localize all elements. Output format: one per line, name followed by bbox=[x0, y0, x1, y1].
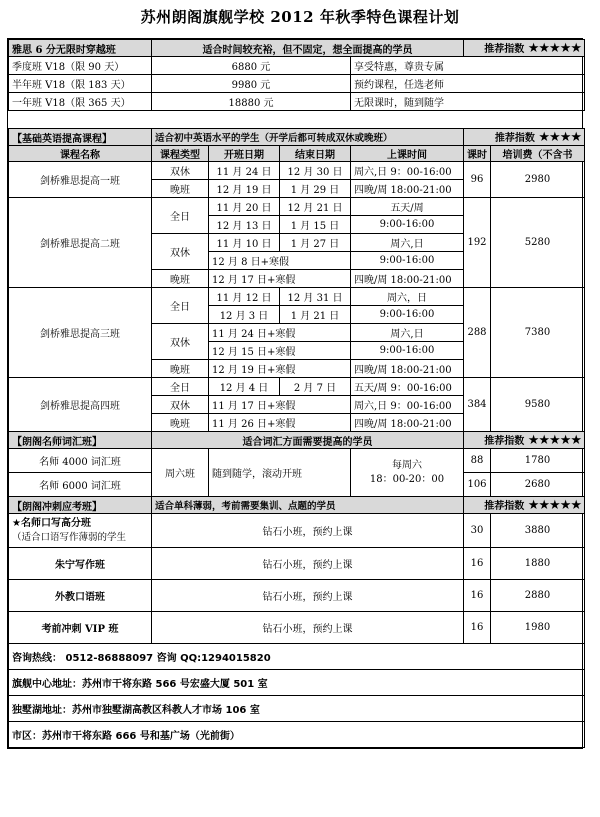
section-header-unlimited bbox=[9, 40, 585, 57]
class-time: 四晚/周 18:00-21:00 bbox=[351, 270, 464, 288]
course-type: 双休 bbox=[152, 324, 209, 360]
benefit-text: 预约课程，任选老师 bbox=[351, 75, 585, 93]
benefit-text: 无限课时，随到随学 bbox=[351, 93, 585, 111]
class-time: 周六,日 bbox=[351, 324, 464, 342]
benefit-text: 享受特惠，尊贵专属 bbox=[351, 57, 585, 75]
class-time: 五天/周 9：00-16:00 bbox=[351, 378, 464, 396]
table-row bbox=[9, 580, 585, 612]
rating-stars-icon: ★★★★★ bbox=[527, 433, 582, 448]
end-date: 12 月 31 日 bbox=[280, 288, 351, 306]
page-title: 苏州朗阁旗舰学校 2012 年秋季特色课程计划 bbox=[140, 8, 460, 26]
table-row bbox=[9, 75, 585, 93]
course-name: 名师 6000 词汇班 bbox=[9, 473, 152, 497]
start-date: 12 月 3 日 bbox=[209, 306, 280, 324]
address-dushu-lake: 独墅湖地址：苏州市独墅湖高教区科教人才市场 106 室 bbox=[9, 696, 585, 722]
class-time: 9:00-16:00 bbox=[351, 342, 464, 360]
course-type: 晚班 bbox=[152, 270, 209, 288]
class-time: 9:00-16:00 bbox=[351, 216, 464, 234]
table-row bbox=[9, 162, 585, 180]
course-name: 剑桥雅思提高一班 bbox=[9, 162, 152, 198]
course-name: ★名师口写高分班 bbox=[12, 517, 91, 529]
enroll-mode: 钻石小班，预约上课 bbox=[152, 580, 464, 612]
section-desc: 适合初中英语水平的学生（开学后都可转成双休或晚班） bbox=[152, 129, 464, 146]
course-type: 全日 bbox=[152, 198, 209, 234]
course-fee: 5280 bbox=[491, 198, 585, 288]
start-date: 11 月 17 日+寒假 bbox=[209, 396, 351, 414]
class-time: 每周六 bbox=[392, 459, 422, 471]
section-header-sprint bbox=[9, 497, 585, 514]
section-desc: 适合单科薄弱，考前需要集训、点题的学员 bbox=[152, 497, 464, 514]
enroll-mode: 钻石小班，预约上课 bbox=[152, 612, 464, 644]
column-headers bbox=[9, 146, 585, 162]
course-fee: 3880 bbox=[491, 514, 585, 548]
col-class-time: 上课时间 bbox=[351, 146, 464, 162]
course-type: 双休 bbox=[152, 234, 209, 270]
rating-label: 推荐指数 bbox=[484, 501, 525, 512]
rating-label: 推荐指数 bbox=[484, 44, 525, 55]
end-date: 1 月 21 日 bbox=[280, 306, 351, 324]
course-type: 周六班 bbox=[152, 449, 209, 497]
start-date: 11 月 12 日 bbox=[209, 288, 280, 306]
class-time: 五天/周 bbox=[351, 198, 464, 216]
end-date: 1 月 15 日 bbox=[280, 216, 351, 234]
table-row bbox=[9, 514, 585, 548]
end-date: 1 月 29 日 bbox=[280, 180, 351, 198]
course-type: 晚班 bbox=[152, 414, 209, 432]
rating-label: 推荐指数 bbox=[494, 133, 535, 144]
section-desc: 适合词汇方面需要提高的学员 bbox=[152, 432, 464, 449]
table-row bbox=[9, 548, 585, 580]
course-fee: 1980 bbox=[491, 612, 585, 644]
table-row bbox=[9, 378, 585, 396]
course-hours: 16 bbox=[464, 548, 491, 580]
section-name: 【朗阁冲刺应考班】 bbox=[9, 497, 152, 514]
course-type: 全日 bbox=[152, 378, 209, 396]
rating-stars-icon: ★★★★★ bbox=[527, 498, 582, 513]
end-date: 1 月 27 日 bbox=[280, 234, 351, 252]
course-name: 剑桥雅思提高二班 bbox=[9, 198, 152, 288]
course-fee: 9580 bbox=[491, 378, 585, 432]
course-name: 剑桥雅思提高三班 bbox=[9, 288, 152, 378]
rating-stars-icon: ★★★★★ bbox=[527, 41, 582, 56]
col-fee: 培训费（不含书 bbox=[491, 146, 585, 162]
course-type: 晚班 bbox=[152, 360, 209, 378]
class-time: 周六,日 9：00-16:00 bbox=[351, 396, 464, 414]
enroll-mode: 随到随学，滚动开班 bbox=[209, 449, 351, 497]
course-name: 朱宁写作班 bbox=[9, 548, 152, 580]
course-note: （适合口语写作薄弱的学生 bbox=[12, 531, 127, 543]
start-date: 11 月 20 日 bbox=[209, 198, 280, 216]
course-hours: 88 bbox=[464, 449, 491, 473]
class-time: 9:00-16:00 bbox=[351, 252, 464, 270]
course-type: 双休 bbox=[152, 162, 209, 180]
class-time: 9:00-16:00 bbox=[351, 306, 464, 324]
start-date: 11 月 24 日 bbox=[209, 162, 280, 180]
col-course-type: 课程类型 bbox=[152, 146, 209, 162]
course-fee: 2680 bbox=[491, 473, 585, 497]
class-price: 18880 元 bbox=[152, 93, 351, 111]
rating-label: 推荐指数 bbox=[484, 436, 525, 447]
course-fee: 7380 bbox=[491, 288, 585, 378]
enroll-mode: 钻石小班，预约上课 bbox=[152, 548, 464, 580]
class-time: 周六,日 9：00-16:00 bbox=[351, 162, 464, 180]
course-type: 晚班 bbox=[152, 180, 209, 198]
class-time: 四晚/周 18:00-21:00 bbox=[351, 360, 464, 378]
class-price: 6880 元 bbox=[152, 57, 351, 75]
end-date: 12 月 21 日 bbox=[280, 198, 351, 216]
address-flagship: 旗舰中心地址：苏州市干将东路 566 号宏盛大厦 501 室 bbox=[9, 670, 585, 696]
section-desc: 适合时间较充裕，但不固定，想全面提高的学员 bbox=[152, 40, 464, 57]
rating-stars-icon: ★★★★ bbox=[538, 130, 582, 145]
contact-hotline: 咨询热线： 0512-86888097 咨询 QQ:1294015820 bbox=[9, 644, 585, 670]
col-hours: 课时 bbox=[464, 146, 491, 162]
start-date: 11 月 24 日+寒假 bbox=[209, 324, 351, 342]
course-hours: 384 bbox=[464, 378, 491, 432]
course-fee: 2880 bbox=[491, 580, 585, 612]
course-hours: 30 bbox=[464, 514, 491, 548]
course-type: 双休 bbox=[152, 396, 209, 414]
table-row bbox=[9, 57, 585, 75]
table-row bbox=[9, 288, 585, 306]
course-plan-table bbox=[7, 38, 583, 749]
class-name: 一年班 V18（限 365 天） bbox=[9, 93, 152, 111]
section-name: 【朗阁名师词汇班】 bbox=[9, 432, 152, 449]
class-time: 周六,日 bbox=[351, 234, 464, 252]
class-price: 9980 元 bbox=[152, 75, 351, 93]
course-hours: 106 bbox=[464, 473, 491, 497]
course-hours: 192 bbox=[464, 198, 491, 288]
course-fee: 2980 bbox=[491, 162, 585, 198]
class-time: 四晚/周 18:00-21:00 bbox=[351, 180, 464, 198]
col-course-name: 课程名称 bbox=[9, 146, 152, 162]
course-fee: 1780 bbox=[491, 449, 585, 473]
start-date: 12 月 19 日+寒假 bbox=[209, 360, 351, 378]
section-name: 雅思 6 分无限时穿越班 bbox=[9, 40, 152, 57]
start-date: 11 月 26 日+寒假 bbox=[209, 414, 351, 432]
end-date: 2 月 7 日 bbox=[280, 378, 351, 396]
course-fee: 1880 bbox=[491, 548, 585, 580]
table-row bbox=[9, 93, 585, 111]
course-name: 名师 4000 词汇班 bbox=[9, 449, 152, 473]
class-time: 周六，日 bbox=[351, 288, 464, 306]
col-end-date: 结束日期 bbox=[280, 146, 351, 162]
class-time: 18：00-20：00 bbox=[369, 473, 445, 485]
end-date: 12 月 30 日 bbox=[280, 162, 351, 180]
table-row bbox=[9, 198, 585, 216]
start-date: 12 月 19 日 bbox=[209, 180, 280, 198]
enroll-mode: 钻石小班，预约上课 bbox=[152, 514, 464, 548]
section-header-vocab bbox=[9, 432, 585, 449]
start-date: 11 月 10 日 bbox=[209, 234, 280, 252]
course-name: 考前冲刺 VIP 班 bbox=[9, 612, 152, 644]
start-date: 12 月 8 日+寒假 bbox=[209, 252, 351, 270]
course-hours: 96 bbox=[464, 162, 491, 198]
start-date: 12 月 4 日 bbox=[209, 378, 280, 396]
table-row bbox=[9, 612, 585, 644]
col-start-date: 开班日期 bbox=[209, 146, 280, 162]
start-date: 12 月 17 日+寒假 bbox=[209, 270, 351, 288]
address-downtown: 市区：苏州市干将东路 666 号和基广场（光前街） bbox=[9, 722, 585, 748]
class-name: 半年班 V18（限 183 天） bbox=[9, 75, 152, 93]
start-date: 12 月 15 日+寒假 bbox=[209, 342, 351, 360]
class-time: 四晚/周 18:00-21:00 bbox=[351, 414, 464, 432]
section-name: 【基础英语提高课程】 bbox=[9, 129, 152, 146]
star-icon: ★ bbox=[12, 517, 21, 529]
table-row bbox=[9, 449, 585, 473]
section-header-basic bbox=[9, 129, 585, 146]
start-date: 12 月 13 日 bbox=[209, 216, 280, 234]
course-hours: 16 bbox=[464, 580, 491, 612]
course-name: 剑桥雅思提高四班 bbox=[9, 378, 152, 432]
course-type: 全日 bbox=[152, 288, 209, 324]
class-name: 季度班 V18（限 90 天） bbox=[9, 57, 152, 75]
course-hours: 288 bbox=[464, 288, 491, 378]
course-name: 外教口语班 bbox=[9, 580, 152, 612]
course-hours: 16 bbox=[464, 612, 491, 644]
